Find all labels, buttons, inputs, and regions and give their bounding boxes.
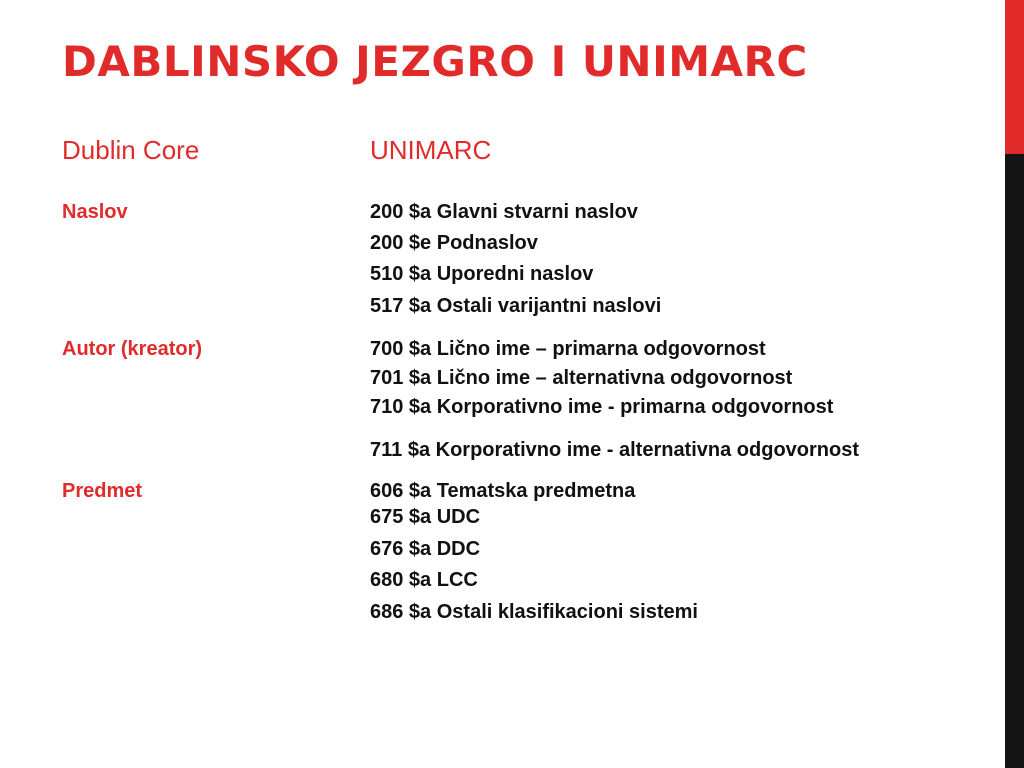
edge-accent-bar-red bbox=[1005, 0, 1024, 154]
unimarc-field-686a: 686 $a Ostali klasifikacioni sistemi bbox=[370, 601, 698, 623]
unimarc-field-711a: 711 $a Korporativno ime - alternativna odgovornost bbox=[370, 439, 860, 461]
unimarc-field-200a: 200 $a Glavni stvarni naslov bbox=[370, 201, 638, 223]
unimarc-field-675a: 675 $a UDC bbox=[370, 506, 481, 528]
dc-term-naslov: Naslov bbox=[62, 201, 128, 223]
unimarc-field-700a: 700 $a Lično ime – primarna odgovornost bbox=[370, 338, 766, 360]
column-header-dublin-core: Dublin Core bbox=[62, 135, 200, 165]
dc-term-predmet: Predmet bbox=[62, 480, 143, 502]
unimarc-field-200e: 200 $e Podnaslov bbox=[370, 232, 538, 254]
dc-term-autor: Autor (kreator) bbox=[62, 338, 203, 360]
unimarc-field-606a: 606 $a Tematska predmetna bbox=[370, 480, 636, 502]
unimarc-field-510a: 510 $a Uporedni naslov bbox=[370, 263, 594, 285]
unimarc-field-701a: 701 $a Lično ime – alternativna odgovornost bbox=[370, 367, 793, 389]
unimarc-field-517a: 517 $a Ostali varijantni naslovi bbox=[370, 295, 662, 317]
unimarc-field-680a: 680 $a LCC bbox=[370, 569, 478, 591]
slide-title: DABLINSKO JEZGRO I UNIMARC bbox=[62, 37, 808, 86]
column-header-unimarc: UNIMARC bbox=[370, 135, 492, 165]
edge-accent-bar-black bbox=[1005, 154, 1024, 768]
unimarc-field-710a: 710 $a Korporativno ime - primarna odgovornost bbox=[370, 396, 834, 418]
unimarc-field-676a: 676 $a DDC bbox=[370, 538, 481, 560]
